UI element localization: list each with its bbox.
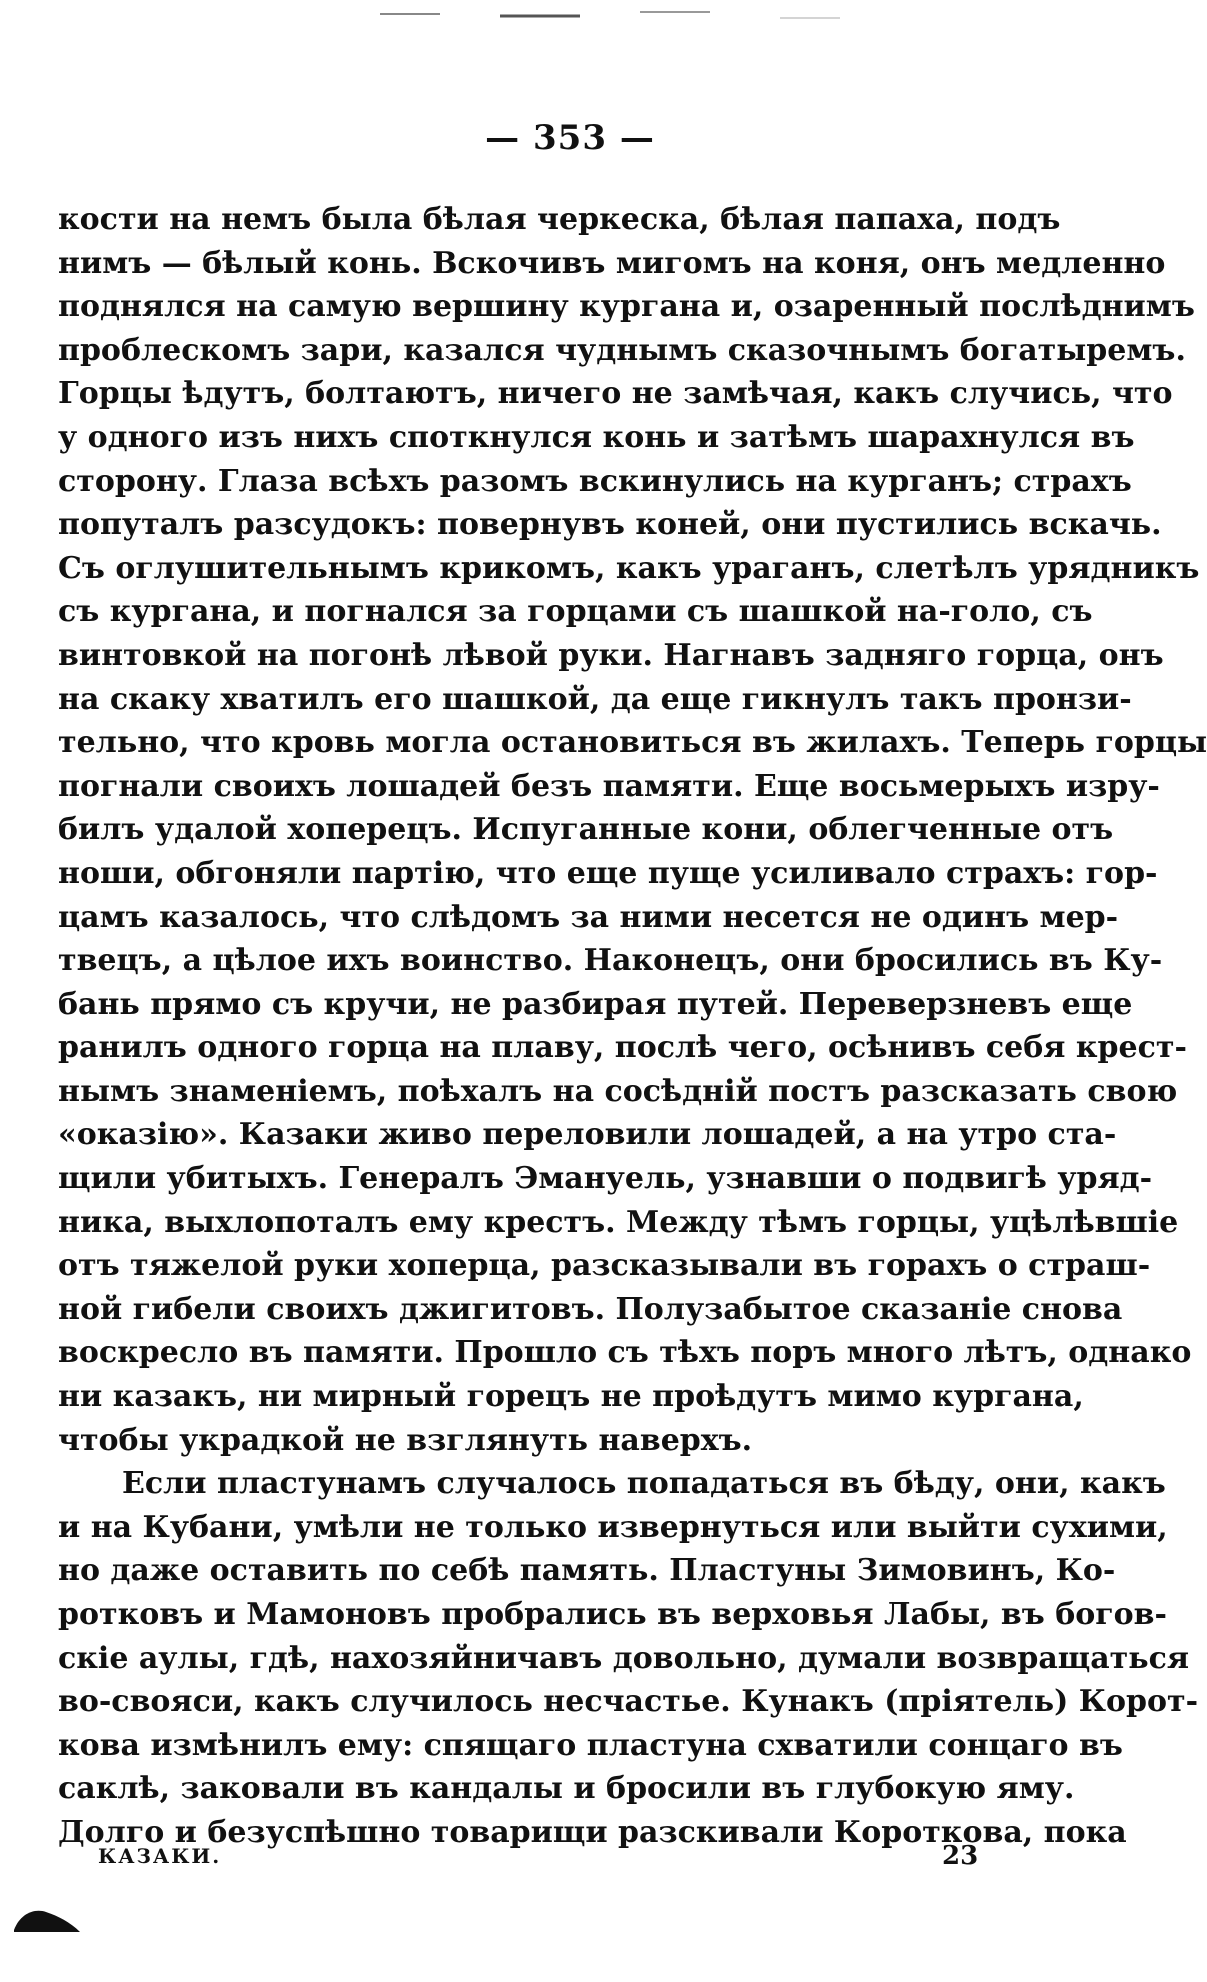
text-line: кости на немъ была бѣлая черкеска, бѣлая папаха, подъ: [58, 202, 1061, 237]
text-line: билъ удалой хоперецъ. Испуганные кони, облегченные отъ: [58, 812, 1114, 848]
text-line: и на Кубани, умѣли не только извернуться или выйти сухими,: [58, 1509, 1168, 1545]
text-line: нимъ — бѣлый конь. Вскочивъ мигомъ на коня, онъ медленно: [58, 245, 1166, 281]
text-line: во-свояси, какъ случилось несчастье. Кунакъ (пріятель) Корот-: [58, 1684, 1199, 1720]
text-line: ной гибели своихъ джигитовъ. Полузабытое сказаніе снова: [58, 1291, 1123, 1327]
signature-number: 23: [942, 1841, 979, 1871]
text-line: кова измѣнилъ ему: спящаго пластуна схватили сонцаго въ: [58, 1727, 1123, 1763]
text-line: попуталъ разсудокъ: повернувъ коней, они пустились вскачь.: [58, 507, 1162, 543]
text-line: воскресло въ памяти. Прошло съ тѣхъ поръ много лѣтъ, однако: [58, 1335, 1192, 1371]
text-line: ника, выхлопоталъ ему крестъ. Между тѣмъ горцы, уцѣлѣвшіе: [58, 1204, 1179, 1240]
text-line: Горцы ѣдутъ, болтаютъ, ничего не замѣчая, какъ случись, что: [58, 376, 1173, 412]
text-line: цамъ казалось, что слѣдомъ за ними несется не одинъ мер-: [58, 899, 1119, 935]
text-line: у одного изъ нихъ споткнулся конь и затѣмъ шарахнулся въ: [58, 419, 1135, 455]
text-line-paragraph-start: Если пластунамъ случалось попадаться въ бѣду, они, какъ: [122, 1466, 1166, 1502]
page-number: — 353 —: [485, 118, 655, 158]
signature-mark: КАЗАКИ.: [98, 1844, 222, 1868]
text-line: твецъ, а цѣлое ихъ воинство. Наконецъ, они бросились въ Ку-: [58, 943, 1163, 979]
text-line: щили убитыхъ. Генералъ Эмануель, узнавши о подвигѣ уряд-: [58, 1161, 1153, 1197]
text-line: «оказію». Казаки живо переловили лошадей, а на утро ста-: [58, 1117, 1117, 1153]
text-line: скіе аулы, гдѣ, нахозяйничавъ довольно, думали возвращаться: [58, 1640, 1190, 1676]
text-line: тельно, что кровь могла остановиться въ жилахъ. Теперь горцы: [58, 725, 1207, 761]
text-line: нымъ знаменіемъ, поѣхалъ на сосѣдній постъ разсказать свою: [58, 1073, 1178, 1109]
text-line: ранилъ одного горца на плаву, послѣ чего, осѣнивъ себя крест-: [58, 1030, 1187, 1066]
text-line: бань прямо съ кручи, не разбирая путей. Переверзневъ еще: [58, 986, 1133, 1022]
text-line: сторону. Глаза всѣхъ разомъ вскинулись на курганъ; страхъ: [58, 463, 1132, 499]
text-line: на скаку хватилъ его шашкой, да еще гикнулъ такъ пронзи-: [58, 681, 1132, 717]
text-line: поднялся на самую вершину кургана и, озаренный послѣднимъ: [58, 289, 1195, 325]
text-line: Долго и безуспѣшно товарищи разскивали Короткова, пока: [58, 1814, 1127, 1850]
body-text: [58, 198, 1207, 1855]
text-line: съ кургана, и погнался за горцами съ шашкой на-голо, съ: [58, 594, 1093, 630]
text-line: но даже оставить по себѣ память. Пластуны Зимовинъ, Ко-: [58, 1553, 1116, 1589]
text-line: ротковъ и Мамоновъ пробрались въ верховья Лабы, въ богов-: [58, 1597, 1167, 1632]
text-line: отъ тяжелой руки хоперца, разсказывали въ горахъ о страш-: [58, 1248, 1151, 1284]
text-line: винтовкой на погонѣ лѣвой руки. Нагнавъ задняго горца, онъ: [58, 637, 1164, 673]
text-line-paragraph-end: чтобы украдкой не взглянуть наверхъ.: [58, 1422, 753, 1458]
text-line: ноши, обгоняли партію, что еще пуще усиливало страхъ: гор-: [58, 855, 1158, 891]
text-line: саклѣ, заковали въ кандалы и бросили въ глубокую яму.: [58, 1771, 1075, 1807]
scan-top-marks: [380, 6, 880, 26]
text-line: погнали своихъ лошадей безъ памяти. Еще восьмерыхъ изру-: [58, 768, 1160, 804]
text-line: Съ оглушительнымъ крикомъ, какъ ураганъ, слетѣлъ урядникъ: [58, 550, 1200, 586]
text-line: проблескомъ зари, казался чуднымъ сказочнымъ богатыремъ.: [58, 332, 1186, 368]
page-footer: [90, 1836, 990, 1876]
ink-blot: [12, 1900, 82, 1934]
text-line: ни казакъ, ни мирный горецъ не проѣдутъ мимо кургана,: [58, 1379, 1084, 1415]
